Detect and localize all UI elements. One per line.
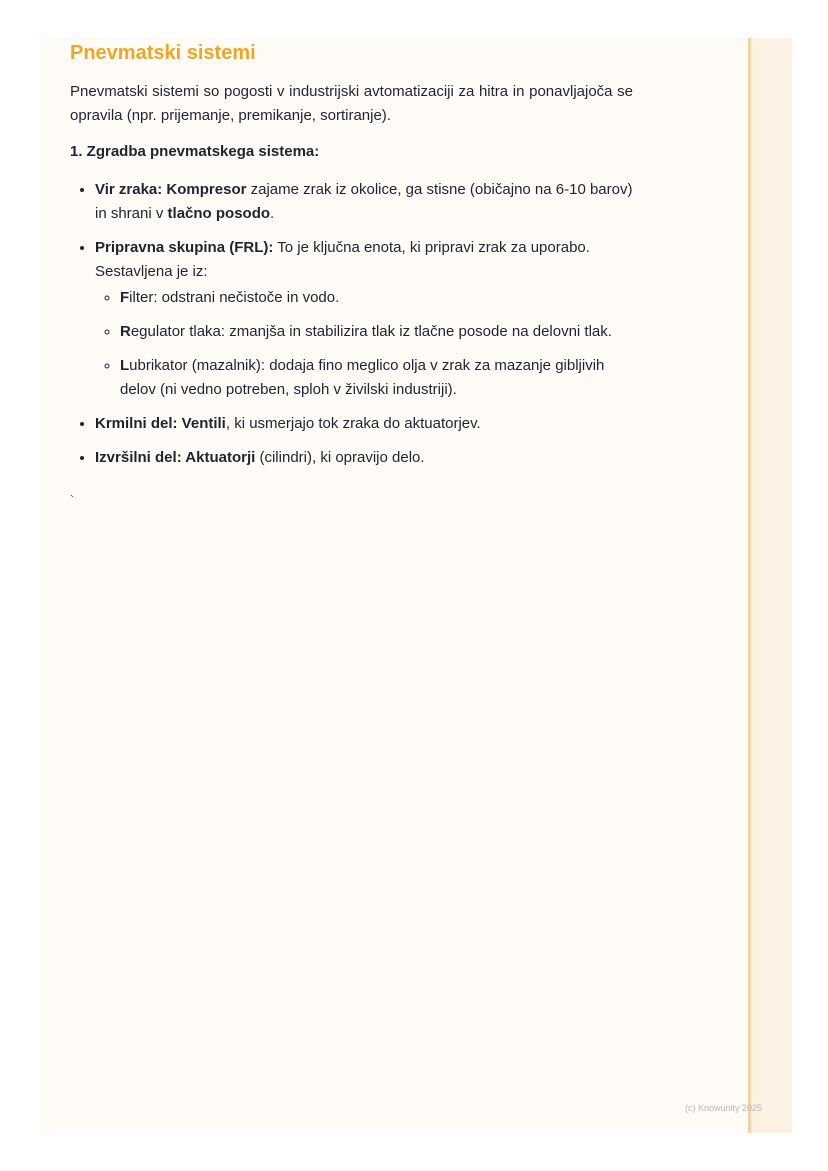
item-initial: R <box>120 323 131 340</box>
intro-paragraph: Pnevmatski sistemi so pogosti v industrijski avtomatizaciji za hitra in ponavljajoča se opravila (npr. prijemanje, premikanje, sortiranje). <box>70 83 633 124</box>
frl-sublist <box>95 286 633 402</box>
item-term: Izvršilni del: Aktuatorji <box>95 449 256 466</box>
list-item <box>95 236 633 402</box>
document-content <box>70 38 633 512</box>
item-term: tlačno posodo <box>167 205 271 222</box>
item-text: zajame zrak iz okolice, ga stisne (običajno na 6-10 barov) in shrani v <box>95 181 633 222</box>
item-term: Pripravna skupina (FRL): <box>95 239 274 256</box>
list-item <box>95 412 633 436</box>
item-term: Vir zraka: Kompresor <box>95 181 247 198</box>
copyright-footer: (c) Knowunity 2025 <box>685 1103 763 1113</box>
item-text: To je ključna enota, ki pripravi zrak za uporabo. Sestavljena je iz: <box>95 239 590 280</box>
section-heading: 1. Zgradba pnevmatskega sistema: <box>70 143 320 160</box>
item-initial: F <box>120 289 130 306</box>
item-text: ubrikator (mazalnik): dodaja fino meglico olja v zrak za mazanje gibljivih delov (ni vedno potreben, sploh v živilski industriji). <box>120 357 605 398</box>
sublist-item <box>120 286 633 310</box>
page-margin-strip <box>748 38 792 1133</box>
item-term: Krmilni del: Ventili <box>95 415 226 432</box>
component-list <box>70 178 633 470</box>
list-item <box>95 446 633 470</box>
item-text: . <box>270 205 275 222</box>
item-initial: L <box>120 357 130 374</box>
list-item <box>95 178 633 226</box>
item-text: (cilindri), ki opravijo delo. <box>255 449 425 466</box>
item-text: , ki usmerjajo tok zraka do aktuatorjev. <box>225 415 481 432</box>
sublist-item <box>120 354 633 402</box>
item-text: egulator tlaka: zmanjša in stabilizira tlak iz tlačne posode na delovni tlak. <box>130 323 612 340</box>
page-title: Pnevmatski sistemi <box>70 42 256 64</box>
item-text: ilter: odstrani nečistoče in vodo. <box>129 289 340 306</box>
stray-mark: ` <box>70 493 74 507</box>
sublist-item <box>120 320 633 344</box>
